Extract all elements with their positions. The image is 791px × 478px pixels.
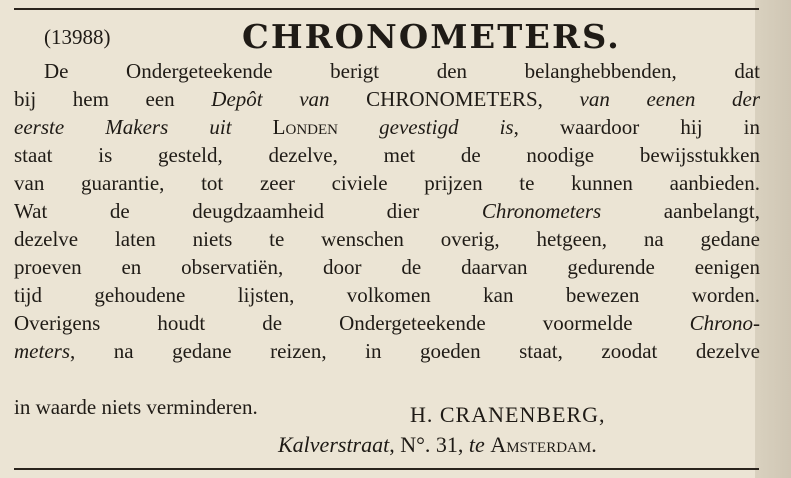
text-line-11: [14, 339, 760, 363]
signature-address: [278, 432, 597, 458]
text-line-10: [14, 311, 760, 335]
text-line-3: [14, 115, 760, 139]
text-run: van guarantie, tot zeer civiele prijzen te kunnen aanbieden.: [14, 171, 760, 195]
text-run: Depôt van: [211, 87, 367, 111]
text-run: dezelve laten niets te wenschen overig, hetgeen, na gedane: [14, 227, 760, 251]
text-run: in waarde niets verminderen.: [14, 395, 258, 419]
text-line-1: [44, 59, 760, 83]
advertisement: [14, 16, 759, 464]
text-run: tijd gehoudene lijsten, volkomen kan bewezen worden.: [14, 283, 760, 307]
text-run: , N°. 31,: [389, 432, 469, 457]
text-line-4: [14, 143, 760, 167]
bottom-rule: [14, 468, 759, 470]
text-run: ,: [537, 87, 580, 111]
text-run: eerste Makers uit: [14, 115, 273, 139]
text-line-9: [14, 283, 760, 307]
text-run: staat is gesteld, dezelve, met de noodige bewijsstukken: [14, 143, 760, 167]
text-line-5: [14, 171, 760, 195]
text-run: aanbelangt,: [601, 199, 760, 223]
text-line-8: [14, 255, 760, 279]
text-run: Londen: [272, 115, 338, 139]
text-run: proeven en observatiën, door de daarvan gedurende eenigen: [14, 255, 760, 279]
text-run: Chronometers: [481, 199, 602, 223]
text-run: Overigens houdt de Ondergeteekende voormelde: [14, 311, 690, 335]
text-run: Amsterdam.: [490, 432, 597, 457]
text-run: De Ondergeteekende berigt den belanghebbenden, dat: [44, 59, 760, 83]
text-line-12: [14, 395, 258, 419]
text-run: Kalverstraat: [278, 432, 390, 457]
text-run: bij hem een: [14, 87, 212, 111]
text-run: Chrono-: [689, 311, 760, 335]
text-line-7: [14, 227, 760, 251]
text-run: van eenen der: [579, 87, 761, 111]
text-run: te: [468, 432, 485, 457]
text-run: Wat de deugdzaamheid dier: [14, 199, 482, 223]
text-run: , na gedane reizen, in goeden staat, zoodat dezelve: [70, 339, 760, 363]
notice-number: (13988): [44, 25, 111, 49]
top-rule: [14, 8, 759, 10]
text-run: meters: [14, 339, 70, 363]
text-line-2: [14, 87, 760, 111]
text-run: gevestigd is: [379, 115, 514, 139]
text-line-6: [14, 199, 760, 223]
page-edge: [755, 0, 791, 478]
text-run: [338, 115, 379, 139]
notice-headline: CHRONOMETERS.: [242, 17, 621, 56]
text-run: CHRONOMETERS: [366, 87, 538, 111]
notice-header: [44, 19, 684, 55]
signature-name: H. CRANENBERG,: [410, 402, 606, 427]
text-run: , waardoor hij in: [513, 115, 761, 139]
